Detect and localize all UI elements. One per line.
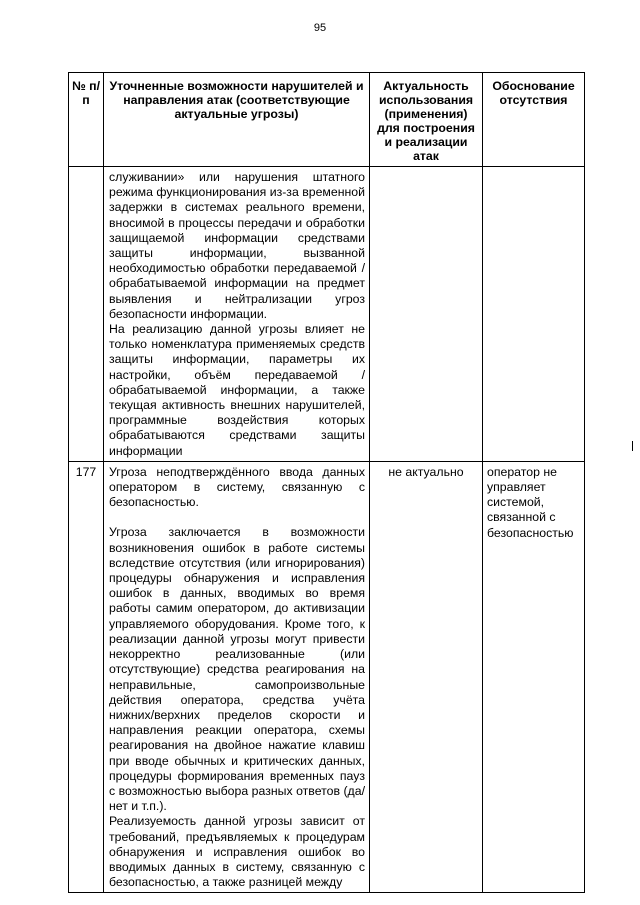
table-header xyxy=(69,73,585,167)
description-paragraph: Реализуемость данной угрозы зависит от требований, предъявляемых к процедурам обнаружения и исправления ошибок во вводимых данных в систему, связанную с безопасностью, а также разницей между xyxy=(109,814,365,890)
table-row-177 xyxy=(69,461,585,892)
header-justification: Обоснование отсутствия xyxy=(483,73,585,167)
threat-title-paragraph: Угроза неподтверждённого ввода данных оператором в систему, связанную с безопасностью. xyxy=(109,464,365,510)
header-capabilities: Уточненные возможности нарушителей и направления атак (соответствующие актуальные угрозы) xyxy=(104,73,370,167)
description-paragraph: Угроза заключается в возможности возникновения ошибок в работе системы вследствие отсутствия (или игнорирования) процедуры обнаружения и исправления ошибок в данных, вводимых во время работы самим оператором, до активизации управляемого оборудования. Кроме того, к реализации данной угрозы могут привести некорректно реализованные (или отсутствующие) средства реагирования на неправильные, самопроизвольные действия оператора, средства учёта нижних/верхних пределов скорости и направления реакции оператора, схемы реагирования на двойное нажатие клавиш при вводе обычных и критических данных, процедуры формирования временных пауз с возможностью выбора разных ответов (да/нет и т.п.). xyxy=(109,525,365,814)
cell-description xyxy=(104,461,370,892)
cell-justification: оператор не управляет системой, связанной с безопасностью xyxy=(483,461,585,892)
header-number: № п/п xyxy=(69,73,104,167)
page-number: 95 xyxy=(313,22,327,34)
cell-justification-empty xyxy=(483,167,585,462)
cell-number: 177 xyxy=(69,461,104,892)
table-row-continued xyxy=(69,167,585,462)
cell-number-empty xyxy=(69,167,104,462)
cell-actuality: не актуально xyxy=(370,461,483,892)
scan-mark xyxy=(632,441,633,451)
description-paragraph: На реализацию данной угрозы влияет не только номенклатура применяемых средств защиты информации, параметры их настройки, объём передаваемой /обрабатываемой информации, а также текущая активность внешних нарушителей, программные воздействия которых обрабатываются средствами защиты информации xyxy=(109,322,365,458)
cell-description-continued xyxy=(104,167,370,462)
description-paragraph: служивании» или нарушения штатного режима функционирования из-за временной задержки в системах реального времени, вносимой в процессы передачи и обработки защищаемой информации средствами защиты информации, вызванной необходимостью обработки передаваемой / обрабатываемой информации на предмет выявления и нейтрализации угроз безопасности информации. xyxy=(109,170,365,321)
threat-table xyxy=(68,72,585,893)
cell-actuality-empty xyxy=(370,167,483,462)
header-actuality: Актуальность использования (применения) для построения и реализации атак xyxy=(370,73,483,167)
